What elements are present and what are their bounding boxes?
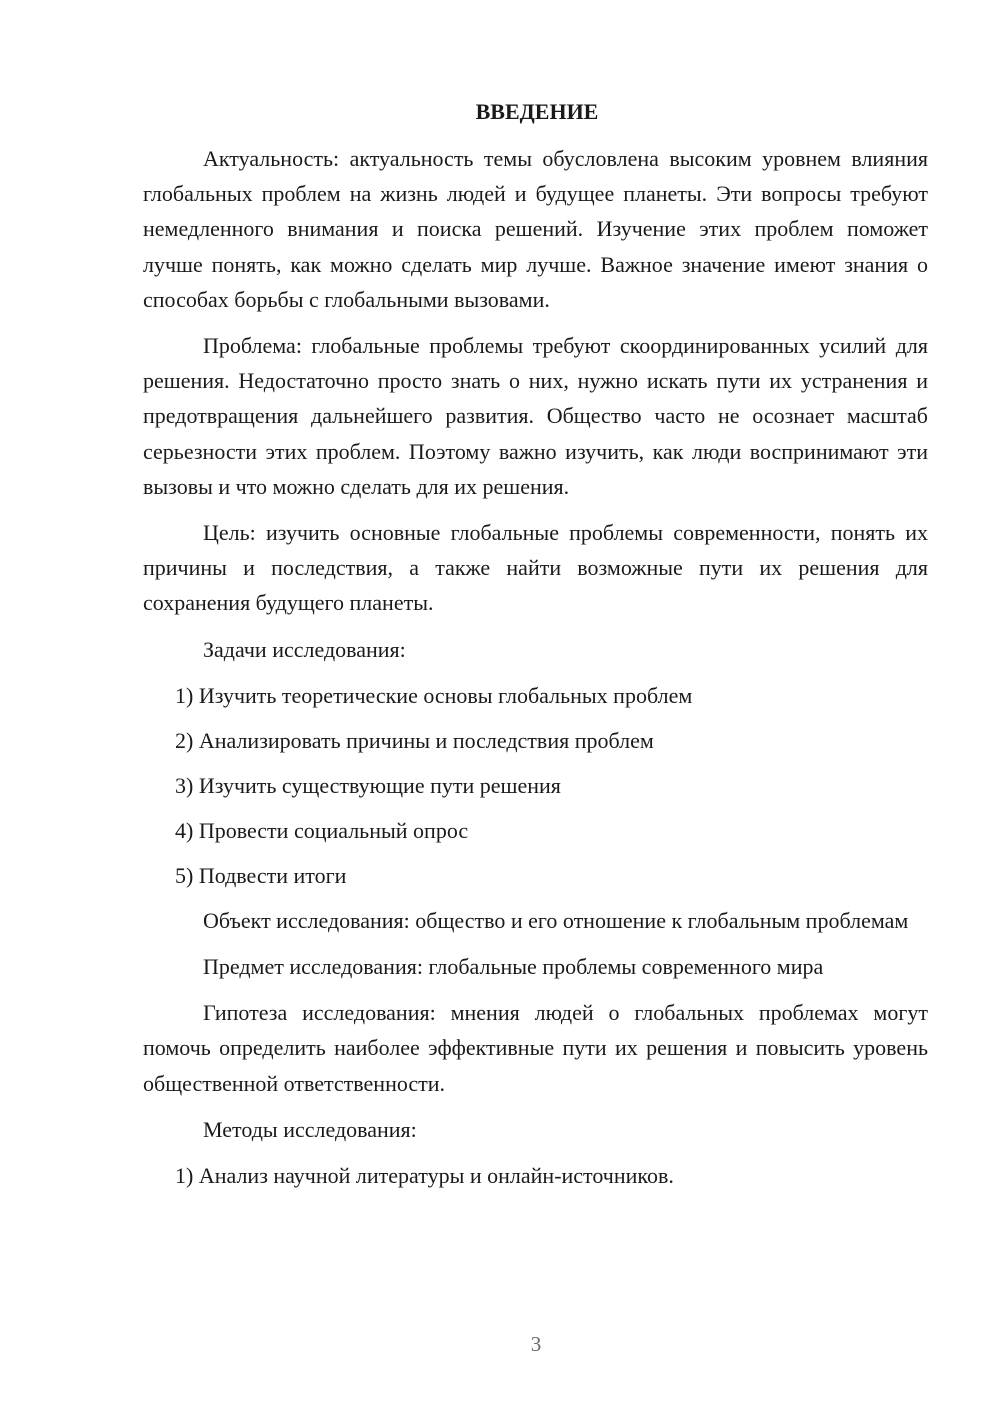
task-item: 1) Изучить теоретические основы глобальных проблем [175, 682, 693, 708]
page-number: 3 [530, 1332, 542, 1356]
object-paragraph: Объект исследования: общество и его отношение к глобальным проблемам [203, 907, 909, 933]
task-item: 4) Провести социальный опрос [175, 817, 469, 843]
methods-heading: Методы исследования: [203, 1116, 417, 1142]
task-item: 2) Анализировать причины и последствия проблем [175, 727, 654, 753]
task-item: 5) Подвести итоги [175, 862, 347, 888]
tasks-heading: Задачи исследования: [203, 636, 406, 662]
problem-paragraph: Проблема: глобальные проблемы требуют скоординированных усилий для решения. Недостаточно просто знать о них, нужно искать пути их устранения и предотвращения дальнейшего развития. Общество часто не осознает масштаб серьезности этих проблем. Поэтому важно изучить, как люди воспринимают эти вызовы и что можно сделать для их решения. [143, 333, 928, 499]
hypothesis-paragraph: Гипотеза исследования: мнения людей о глобальных проблемах могут помочь определить наиболее эффективные пути их решения и повысить уровень общественной ответственности. [143, 1000, 928, 1096]
relevance-paragraph: Актуальность: актуальность темы обусловлена высоким уровнем влияния глобальных проблем на жизнь людей и будущее планеты. Эти вопросы требуют немедленного внимания и поиска решений. Изучение этих проблем поможет лучше понять, как можно сделать мир лучше. Важное значение имеют знания о способах борьбы с глобальными вызовами. [143, 146, 928, 312]
goal-paragraph: Цель: изучить основные глобальные проблемы современности, понять их причины и последствия, а также найти возможные пути их решения для сохранения будущего планеты. [143, 520, 928, 616]
subject-paragraph: Предмет исследования: глобальные проблемы современного мира [203, 954, 824, 980]
page-title: ВВЕДЕНИЕ [475, 99, 599, 124]
task-item: 3) Изучить существующие пути решения [175, 772, 561, 798]
page-content [143, 94, 928, 1203]
method-item: 1) Анализ научной литературы и онлайн-источников. [175, 1163, 674, 1189]
